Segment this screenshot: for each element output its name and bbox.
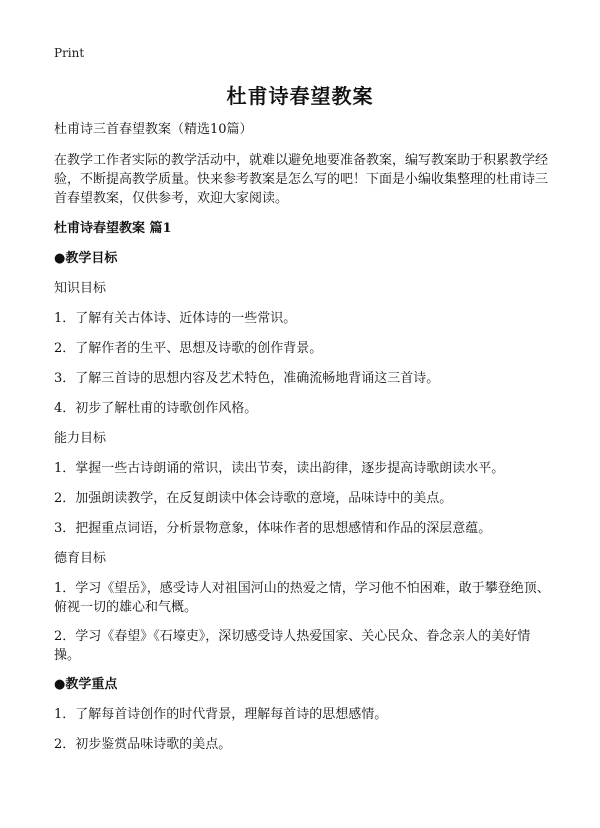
- ability-goal-item: 2．加强朗读教学，在反复朗读中体会诗歌的意境，品味诗中的美点。: [54, 491, 453, 506]
- key-point-item: 2．初步鉴赏品味诗歌的美点。: [54, 737, 232, 752]
- knowledge-goal-item: 1．了解有关古体诗、近体诗的一些常识。: [54, 311, 297, 326]
- section-title: 杜甫诗春望教案 篇1: [54, 221, 172, 236]
- teaching-goals-heading: ●教学目标: [54, 251, 118, 266]
- knowledge-goal-item: 2．了解作者的生平、思想及诗歌的创作背景。: [54, 341, 323, 356]
- key-point-item: 1．了解每首诗创作的时代背景，理解每首诗的思想感情。: [54, 707, 388, 722]
- ability-goal-item: 3．把握重点词语，分析景物意象，体味作者的思想感情和作品的深层意蕴。: [54, 521, 492, 536]
- print-label: Print: [54, 46, 85, 60]
- knowledge-goal-item: 4．初步了解杜甫的诗歌创作风格。: [54, 401, 258, 416]
- knowledge-goals-heading: 知识目标: [54, 281, 107, 296]
- ability-goal-item: 1．掌握一些古诗朗诵的常识，读出节奏，读出韵律，逐步提高诗歌朗读水平。: [54, 461, 505, 476]
- page-title: 杜甫诗春望教案: [226, 84, 374, 108]
- intro-paragraph: 在教学工作者实际的教学活动中，就难以避免地要准备教案，编写教案助于积累教学经验，不断提高教学质量。快来参考教案是怎么写的吧！下面是小编收集整理的杜甫诗三首春望教案，仅供参考，欢迎大家阅读。: [54, 153, 549, 206]
- moral-goal-item: 2．学习《春望》《石壕吏》，深切感受诗人热爱国家、关心民众、眷念亲人的美好情操。: [54, 629, 531, 663]
- knowledge-goal-item: 3．了解三首诗的思想内容及艺术特色，准确流畅地背诵这三首诗。: [54, 371, 440, 386]
- moral-goals-heading: 德育目标: [54, 551, 107, 566]
- key-points-heading: ●教学重点: [54, 677, 118, 692]
- ability-goals-heading: 能力目标: [54, 431, 107, 446]
- document-subtitle: 杜甫诗三首春望教案（精选10篇）: [54, 122, 253, 137]
- moral-goal-item: 1．学习《望岳》，感受诗人对祖国河山的热爱之情，学习他不怕困难，敢于攀登绝顶、俯视一切的雄心和气概。: [54, 581, 550, 615]
- document-body: [54, 120, 550, 765]
